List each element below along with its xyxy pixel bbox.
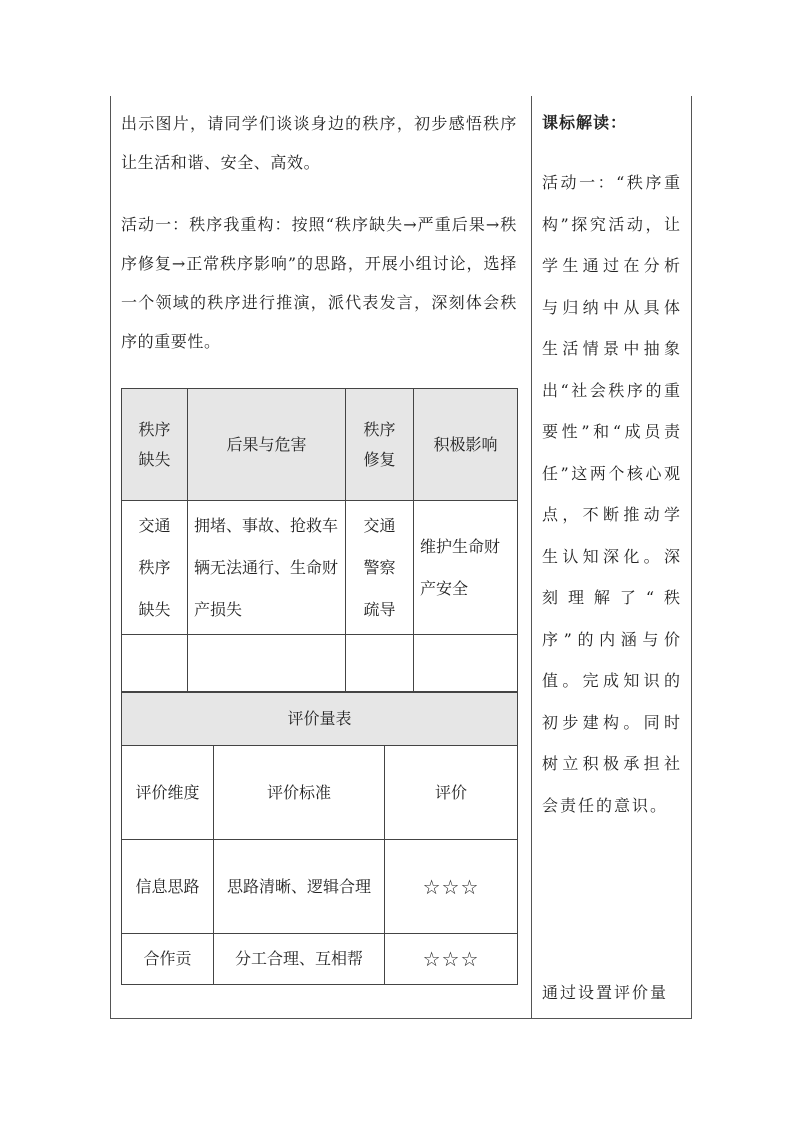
header-order-repair: 秩序 修复	[346, 389, 414, 501]
empty-cell	[188, 635, 346, 692]
table-row	[122, 934, 518, 985]
column-divider	[531, 96, 532, 1018]
evaluation-table	[121, 692, 518, 985]
activity-paragraph: 活动一：秩序我重构：按照“秩序缺失→严重后果→秩序修复→正常秩序影响”的思路，开展小组讨论，选择一个领域的秩序进行推演，派代表发言，深刻体会秩序的重要性。	[121, 215, 517, 351]
commentary-body: 活动一：“秩序重构”探究活动，让学生通过在分析与归纳中从具体生活情景中抽象出“社会秩序的重要性”和“成员责任”这两个核心观点，不断推动学生认知深化。深刻理解了“秩序”的内涵与价值。完成知识的初步建构。同时树立积极承担社会责任的意识。	[542, 173, 682, 815]
commentary-title: 课标解读：	[542, 113, 628, 132]
star-rating: ☆☆☆	[385, 934, 518, 985]
cell-impact-text: 维护生命财产安全	[414, 501, 518, 635]
header-consequences: 后果与危害	[188, 389, 346, 501]
cell-dimension: 信息思路	[122, 840, 214, 934]
cell-consequence-text: 拥堵、事故、抢救车辆无法通行、生命财产损失	[188, 501, 346, 635]
empty-cell	[414, 635, 518, 692]
empty-cell	[346, 635, 414, 692]
table-row-empty	[122, 635, 518, 692]
intro-paragraph: 出示图片，请同学们谈谈身边的秩序，初步感悟秩序让生活和谐、安全、高效。	[121, 114, 517, 172]
evaluation-title: 评价量表	[122, 693, 518, 746]
commentary-continued: 通过设置评价量	[542, 983, 669, 1002]
order-table-header	[122, 389, 518, 501]
evaluation-header-row	[122, 746, 518, 840]
table-row	[122, 501, 518, 635]
cell-police: 交通 警察 疏导	[346, 501, 414, 635]
star-rating: ☆☆☆	[385, 840, 518, 934]
cell-dimension: 合作贡	[122, 934, 214, 985]
header-rating: 评价	[385, 746, 518, 840]
order-table	[121, 388, 518, 692]
header-dimension: 评价维度	[122, 746, 214, 840]
cell-standard: 分工合理、互相帮	[214, 934, 385, 985]
header-positive-impact: 积极影响	[414, 389, 518, 501]
header-standard: 评价标准	[214, 746, 385, 840]
empty-cell	[122, 635, 188, 692]
cell-standard: 思路清晰、逻辑合理	[214, 840, 385, 934]
cell-traffic-missing: 交通 秩序 缺失	[122, 501, 188, 635]
header-order-missing: 秩序 缺失	[122, 389, 188, 501]
table-row	[122, 840, 518, 934]
